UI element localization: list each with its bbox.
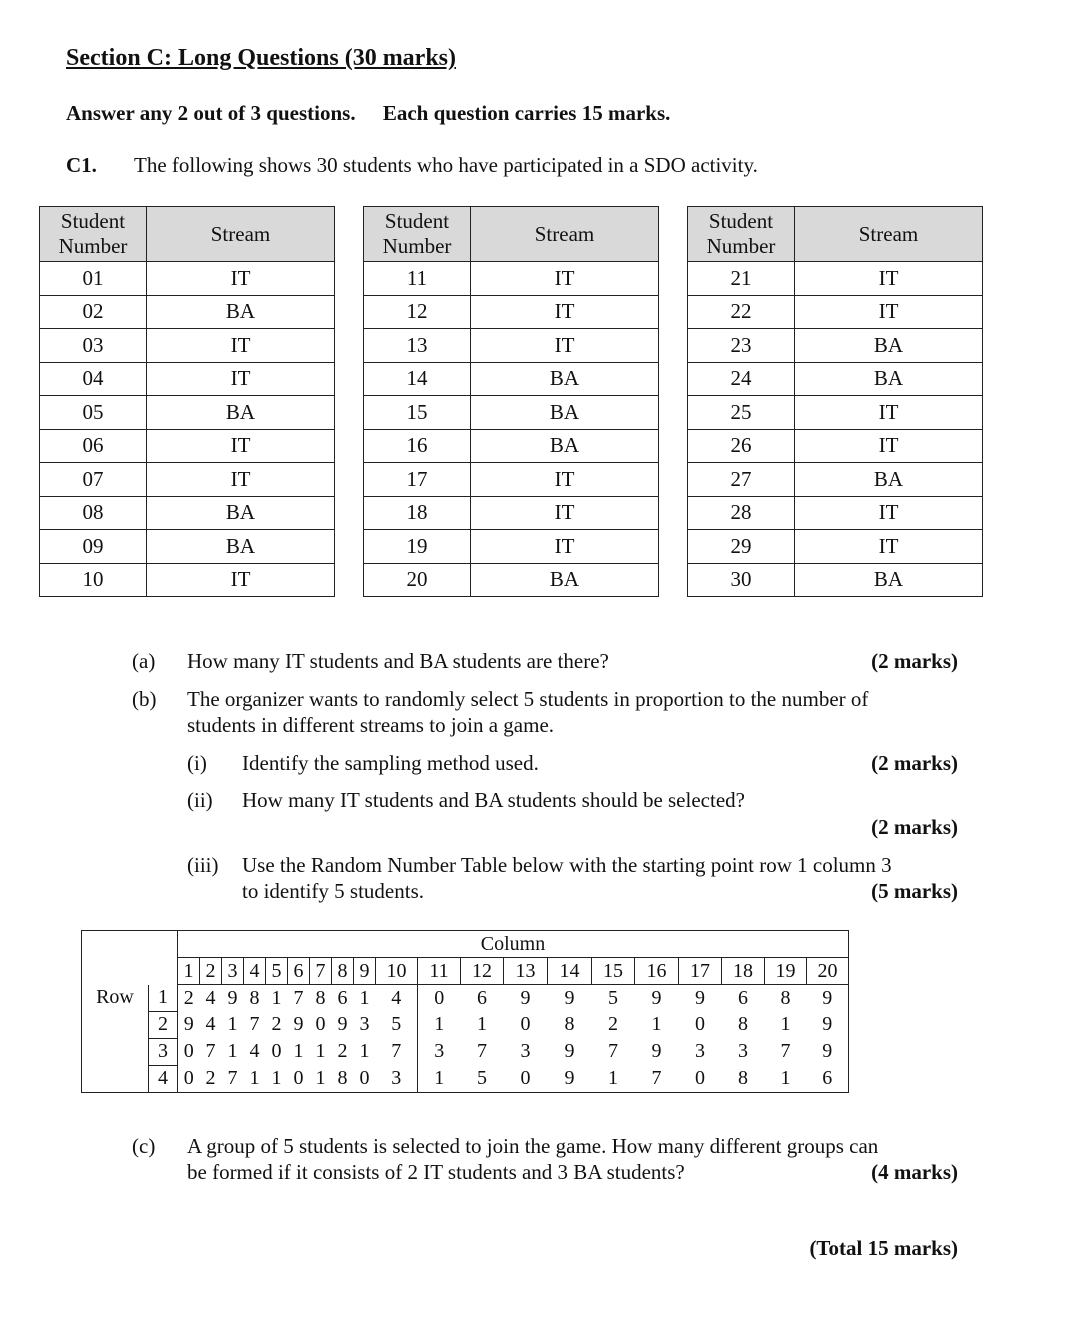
random-digit: 2 — [608, 1013, 618, 1035]
random-digit: 7 — [780, 1040, 791, 1062]
column-number: 12 — [461, 958, 504, 985]
random-digit: 4 — [249, 1040, 260, 1062]
random-row — [82, 985, 849, 1012]
random-digit: 8 — [315, 986, 326, 1009]
stream-cell: IT — [471, 262, 659, 296]
random-digit: 0 — [288, 1065, 310, 1092]
part-c-marks: (4 marks) — [871, 1160, 958, 1184]
column-number: 14 — [548, 958, 592, 985]
student-number-cell: 17 — [364, 463, 471, 497]
student-row — [688, 463, 983, 497]
stream-cell: BA — [147, 530, 335, 564]
random-digit: 5 — [461, 1065, 504, 1092]
student-row — [688, 563, 983, 597]
column-header: Column — [178, 931, 849, 958]
student-table-2 — [363, 206, 659, 597]
part-a-text: How many IT students and BA students are there? — [187, 649, 609, 673]
student-row — [688, 362, 983, 396]
student-row — [688, 530, 983, 564]
stream-cell: IT — [471, 463, 659, 497]
header-stream: Stream — [471, 207, 659, 262]
row-number: 3 — [149, 1038, 178, 1065]
student-row — [364, 295, 659, 329]
random-digit: 7 — [293, 986, 304, 1009]
student-number-cell: 25 — [688, 396, 795, 430]
column-number: 9 — [354, 958, 376, 985]
stream-cell: BA — [795, 362, 983, 396]
student-number-cell: 04 — [40, 362, 147, 396]
random-digit: 3 — [376, 1065, 418, 1092]
student-number-cell: 28 — [688, 496, 795, 530]
column-number: 11 — [418, 958, 461, 985]
student-number-cell: 29 — [688, 530, 795, 564]
student-row — [40, 295, 335, 329]
stream-cell: IT — [147, 329, 335, 363]
random-digit: 6 — [477, 986, 487, 1009]
header-stream: Stream — [795, 207, 983, 262]
random-digit: 0 — [504, 1065, 548, 1092]
student-number-cell: 26 — [688, 429, 795, 463]
student-number-cell: 13 — [364, 329, 471, 363]
student-row — [40, 362, 335, 396]
student-number-cell: 21 — [688, 262, 795, 296]
random-digit: 1 — [271, 986, 282, 1009]
random-digit: 8 — [780, 986, 791, 1009]
random-digit: 1 — [266, 1065, 288, 1092]
random-digit: 3 — [695, 1040, 705, 1062]
column-number: 7 — [310, 958, 332, 985]
instruction-marks-per-question: Each question carries 15 marks. — [382, 101, 671, 125]
random-digit: 8 — [332, 1065, 354, 1092]
part-c-text-line2: be formed if it consists of 2 IT students and 3 BA students? — [187, 1160, 685, 1184]
blank-cell — [82, 1011, 149, 1038]
stream-cell: BA — [795, 563, 983, 597]
stream-cell: IT — [471, 295, 659, 329]
random-digit: 9 — [564, 986, 575, 1009]
row-number: 4 — [149, 1065, 178, 1092]
part-bi-marks: (2 marks) — [871, 751, 958, 775]
student-number-cell: 08 — [40, 496, 147, 530]
student-row — [688, 295, 983, 329]
random-digit: 9 — [651, 1040, 662, 1062]
random-digit: 4 — [205, 1013, 216, 1035]
header-stream: Stream — [147, 207, 335, 262]
part-b-label: (b) — [132, 687, 157, 711]
random-digit: 1 — [434, 1013, 445, 1035]
stream-cell: IT — [795, 429, 983, 463]
random-digit: 9 — [651, 986, 662, 1009]
column-number: 15 — [592, 958, 635, 985]
column-number: 4 — [244, 958, 266, 985]
column-number: 5 — [266, 958, 288, 985]
student-number-cell: 30 — [688, 563, 795, 597]
random-digit: 9 — [807, 985, 849, 1012]
random-digit: 6 — [807, 1065, 849, 1092]
student-row — [364, 463, 659, 497]
random-digit: 5 — [608, 986, 618, 1009]
student-number-cell: 12 — [364, 295, 471, 329]
student-table-1 — [39, 206, 335, 597]
part-a-label: (a) — [132, 649, 156, 673]
part-bi-label: (i) — [187, 751, 207, 775]
column-number: 3 — [222, 958, 244, 985]
random-row — [82, 1065, 849, 1092]
random-digit: 8 — [738, 1013, 748, 1035]
student-row — [688, 396, 983, 430]
student-row — [364, 362, 659, 396]
stream-cell: IT — [471, 329, 659, 363]
part-b-text-line1: The organizer wants to randomly select 5 students in proportion to the number of — [187, 687, 869, 711]
row-number: 1 — [149, 985, 178, 1012]
random-digit: 7 — [376, 1038, 418, 1065]
random-digit: 1 — [310, 1065, 332, 1092]
header-student-number: Student Number — [364, 207, 471, 262]
random-digit: 7 — [222, 1065, 244, 1092]
column-number: 20 — [807, 958, 849, 985]
random-digit: 9 — [564, 1040, 575, 1062]
student-row — [688, 429, 983, 463]
random-digit: 2 — [183, 986, 194, 1009]
instruction-answer-count: Answer any 2 out of 3 questions. — [66, 101, 356, 125]
student-number-cell: 19 — [364, 530, 471, 564]
stream-cell: BA — [471, 429, 659, 463]
student-table-3 — [687, 206, 983, 597]
random-digit: 0 — [434, 986, 445, 1009]
stream-cell: BA — [147, 396, 335, 430]
random-digit: 8 — [249, 986, 260, 1009]
random-digit: 0 — [695, 1013, 705, 1035]
random-digit: 5 — [376, 1011, 418, 1038]
student-row — [364, 563, 659, 597]
student-row — [364, 429, 659, 463]
part-bii-text: How many IT students and BA students should be selected? — [242, 788, 745, 812]
column-number: 18 — [722, 958, 765, 985]
blank-cell — [149, 958, 178, 985]
header-student-number: Student Number — [40, 207, 147, 262]
random-digit: 6 — [738, 986, 748, 1009]
random-digit: 4 — [205, 986, 216, 1009]
random-digit: 0 — [679, 1065, 722, 1092]
random-digit: 9 — [293, 1013, 304, 1035]
student-number-cell: 10 — [40, 563, 147, 597]
stream-cell: IT — [795, 530, 983, 564]
row-header: Row — [82, 985, 149, 1012]
stream-cell: IT — [795, 262, 983, 296]
random-digit: 1 — [359, 1040, 370, 1062]
student-row — [688, 262, 983, 296]
student-number-cell: 22 — [688, 295, 795, 329]
part-bii-label: (ii) — [187, 788, 213, 812]
student-number-cell: 02 — [40, 295, 147, 329]
random-digit: 9 — [183, 1013, 194, 1035]
student-row — [688, 329, 983, 363]
random-digit: 0 — [183, 1040, 194, 1062]
random-digit: 3 — [738, 1040, 748, 1062]
part-biii-label: (iii) — [187, 853, 219, 877]
random-digit: 1 — [780, 1013, 791, 1035]
column-number: 16 — [635, 958, 679, 985]
student-row — [364, 329, 659, 363]
random-number-table — [81, 930, 849, 1093]
student-number-cell: 03 — [40, 329, 147, 363]
stream-cell: IT — [795, 496, 983, 530]
random-digit: 8 — [722, 1065, 765, 1092]
random-digit: 1 — [227, 1040, 238, 1062]
random-digit: 7 — [608, 1040, 618, 1062]
random-digit: 4 — [376, 985, 418, 1012]
stream-cell: BA — [471, 563, 659, 597]
random-digit: 3 — [359, 1013, 370, 1035]
random-digit: 9 — [807, 1038, 849, 1065]
random-digit: 1 — [765, 1065, 807, 1092]
student-number-cell: 06 — [40, 429, 147, 463]
stream-cell: BA — [795, 329, 983, 363]
random-row — [82, 1011, 849, 1038]
random-digit: 2 — [337, 1040, 348, 1062]
stream-cell: BA — [471, 396, 659, 430]
student-row — [688, 496, 983, 530]
student-row — [364, 262, 659, 296]
random-digit: 9 — [695, 986, 705, 1009]
student-row — [40, 496, 335, 530]
random-digit: 7 — [477, 1040, 487, 1062]
random-digit: 1 — [651, 1013, 662, 1035]
stream-cell: IT — [147, 429, 335, 463]
random-digit: 7 — [249, 1013, 260, 1035]
blank-cell — [82, 1065, 149, 1092]
column-number: 13 — [504, 958, 548, 985]
random-digit: 0 — [520, 1013, 531, 1035]
student-number-cell: 27 — [688, 463, 795, 497]
random-digit: 7 — [205, 1040, 216, 1062]
random-digit: 0 — [354, 1065, 376, 1092]
random-digit: 1 — [227, 1013, 238, 1035]
random-digit: 2 — [200, 1065, 222, 1092]
part-b-text-line2: students in different streams to join a game. — [187, 713, 555, 737]
student-row — [364, 396, 659, 430]
student-number-cell: 01 — [40, 262, 147, 296]
random-digit: 2 — [271, 1013, 282, 1035]
student-row — [364, 530, 659, 564]
student-row — [40, 262, 335, 296]
student-row — [40, 530, 335, 564]
random-digit: 1 — [592, 1065, 635, 1092]
random-row — [82, 1038, 849, 1065]
total-marks: (Total 15 marks) — [809, 1236, 958, 1260]
student-number-cell: 09 — [40, 530, 147, 564]
random-digit: 1 — [359, 986, 370, 1009]
question-intro: The following shows 30 students who have participated in a SDO activity. — [134, 153, 758, 177]
instructions — [66, 101, 670, 126]
student-number-cell: 11 — [364, 262, 471, 296]
random-digit: 7 — [635, 1065, 679, 1092]
blank-cell — [82, 1038, 149, 1065]
blank-cell — [82, 931, 149, 958]
part-biii-marks: (5 marks) — [871, 879, 958, 903]
random-digit: 9 — [520, 986, 531, 1009]
header-student-number: Student Number — [688, 207, 795, 262]
student-number-cell: 15 — [364, 396, 471, 430]
stream-cell: IT — [147, 563, 335, 597]
student-row — [40, 396, 335, 430]
random-digit: 1 — [315, 1040, 326, 1062]
stream-cell: IT — [471, 496, 659, 530]
random-digit: 1 — [418, 1065, 461, 1092]
student-row — [40, 329, 335, 363]
random-digit: 3 — [434, 1040, 445, 1062]
part-bi-text: Identify the sampling method used. — [242, 751, 539, 775]
column-number: 17 — [679, 958, 722, 985]
student-number-cell: 23 — [688, 329, 795, 363]
random-digit: 6 — [337, 986, 348, 1009]
random-digit: 1 — [244, 1065, 266, 1092]
blank-cell — [149, 931, 178, 958]
column-number: 1 — [178, 958, 200, 985]
question-number: C1. — [66, 153, 97, 177]
stream-cell: BA — [147, 496, 335, 530]
stream-cell: BA — [147, 295, 335, 329]
student-row — [364, 496, 659, 530]
stream-cell: IT — [795, 295, 983, 329]
column-number: 19 — [765, 958, 807, 985]
student-number-cell: 20 — [364, 563, 471, 597]
random-digit: 9 — [548, 1065, 592, 1092]
random-digit: 8 — [564, 1013, 575, 1035]
random-digit: 1 — [293, 1040, 304, 1062]
student-number-cell: 05 — [40, 396, 147, 430]
column-number: 6 — [288, 958, 310, 985]
row-number: 2 — [149, 1011, 178, 1038]
student-row — [40, 563, 335, 597]
section-title: Section C: Long Questions (30 marks) — [66, 45, 457, 71]
part-c-text-line1: A group of 5 students is selected to join the game. How many different groups can — [187, 1134, 879, 1158]
random-digit: 9 — [227, 986, 238, 1009]
column-number: 10 — [376, 958, 418, 985]
student-number-cell: 24 — [688, 362, 795, 396]
part-bii-marks: (2 marks) — [871, 815, 958, 839]
part-biii-text-line1: Use the Random Number Table below with the starting point row 1 column 3 — [242, 853, 892, 877]
student-number-cell: 14 — [364, 362, 471, 396]
random-digit: 0 — [315, 1013, 326, 1035]
part-biii-text-line2: to identify 5 students. — [242, 879, 424, 903]
stream-cell: IT — [795, 396, 983, 430]
stream-cell: IT — [147, 362, 335, 396]
student-number-cell: 18 — [364, 496, 471, 530]
student-row — [40, 463, 335, 497]
random-digit: 1 — [477, 1013, 487, 1035]
student-row — [40, 429, 335, 463]
student-number-cell: 16 — [364, 429, 471, 463]
random-digit: 0 — [178, 1065, 200, 1092]
random-digit: 0 — [271, 1040, 282, 1062]
column-number: 2 — [200, 958, 222, 985]
part-a-marks: (2 marks) — [871, 649, 958, 673]
stream-cell: BA — [471, 362, 659, 396]
random-digit: 9 — [337, 1013, 348, 1035]
stream-cell: IT — [147, 262, 335, 296]
stream-cell: IT — [471, 530, 659, 564]
column-number: 8 — [332, 958, 354, 985]
stream-cell: BA — [795, 463, 983, 497]
student-number-cell: 07 — [40, 463, 147, 497]
part-c-label: (c) — [132, 1134, 156, 1158]
blank-cell — [82, 958, 149, 985]
random-digit: 9 — [807, 1011, 849, 1038]
stream-cell: IT — [147, 463, 335, 497]
random-digit: 3 — [520, 1040, 531, 1062]
